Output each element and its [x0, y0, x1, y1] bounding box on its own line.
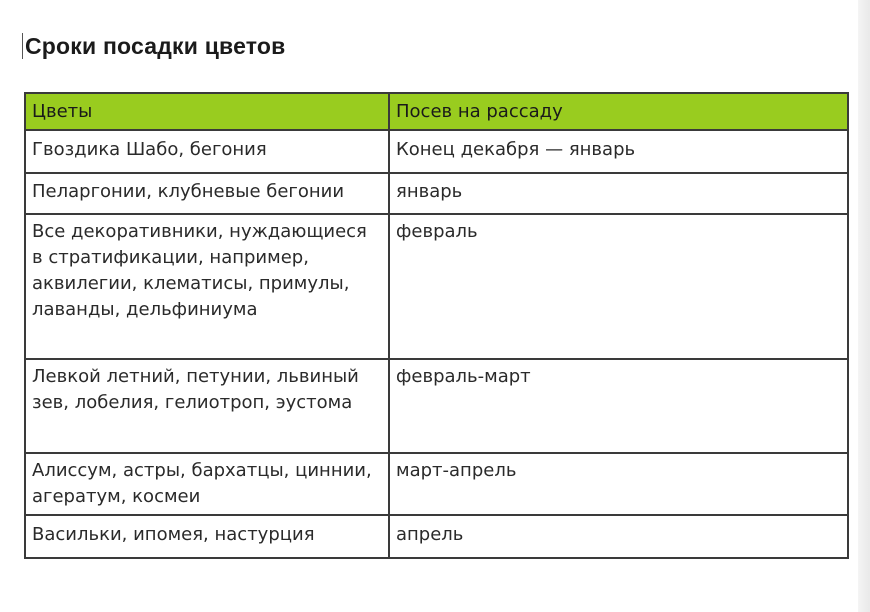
page-edge-shadow [858, 0, 870, 612]
flowers-cell: Все декоративники, нуждающиеся в стратификации, например, аквилегии, клематисы, примулы, лаванды, дельфиниума [25, 214, 389, 359]
table-row [25, 173, 848, 214]
flowers-cell: Гвоздика Шабо, бегония [25, 130, 389, 173]
sowing-cell: январь [389, 173, 848, 214]
sowing-cell: февраль [389, 214, 848, 359]
column-header-flowers: Цветы [25, 93, 389, 130]
table-row [25, 515, 848, 558]
table-row [25, 453, 848, 515]
table-header-row [25, 93, 848, 130]
flowers-cell: Пеларгонии, клубневые бегонии [25, 173, 389, 214]
planting-schedule-table [24, 92, 849, 559]
table-row [25, 359, 848, 453]
flowers-cell: Левкой летний, петунии, львиный зев, лобелия, гелиотроп, эустома [25, 359, 389, 453]
text-cursor [22, 33, 23, 59]
table-row [25, 214, 848, 359]
sowing-cell: апрель [389, 515, 848, 558]
document-title: Сроки посадки цветов [25, 33, 286, 59]
sowing-cell: февраль-март [389, 359, 848, 453]
flowers-cell: Васильки, ипомея, настурция [25, 515, 389, 558]
sowing-cell: Конец декабря — январь [389, 130, 848, 173]
column-header-sowing: Посев на рассаду [389, 93, 848, 130]
table-row [25, 130, 848, 173]
flowers-cell: Алиссум, астры, бархатцы, циннии, агератум, космеи [25, 453, 389, 515]
sowing-cell: март-апрель [389, 453, 848, 515]
